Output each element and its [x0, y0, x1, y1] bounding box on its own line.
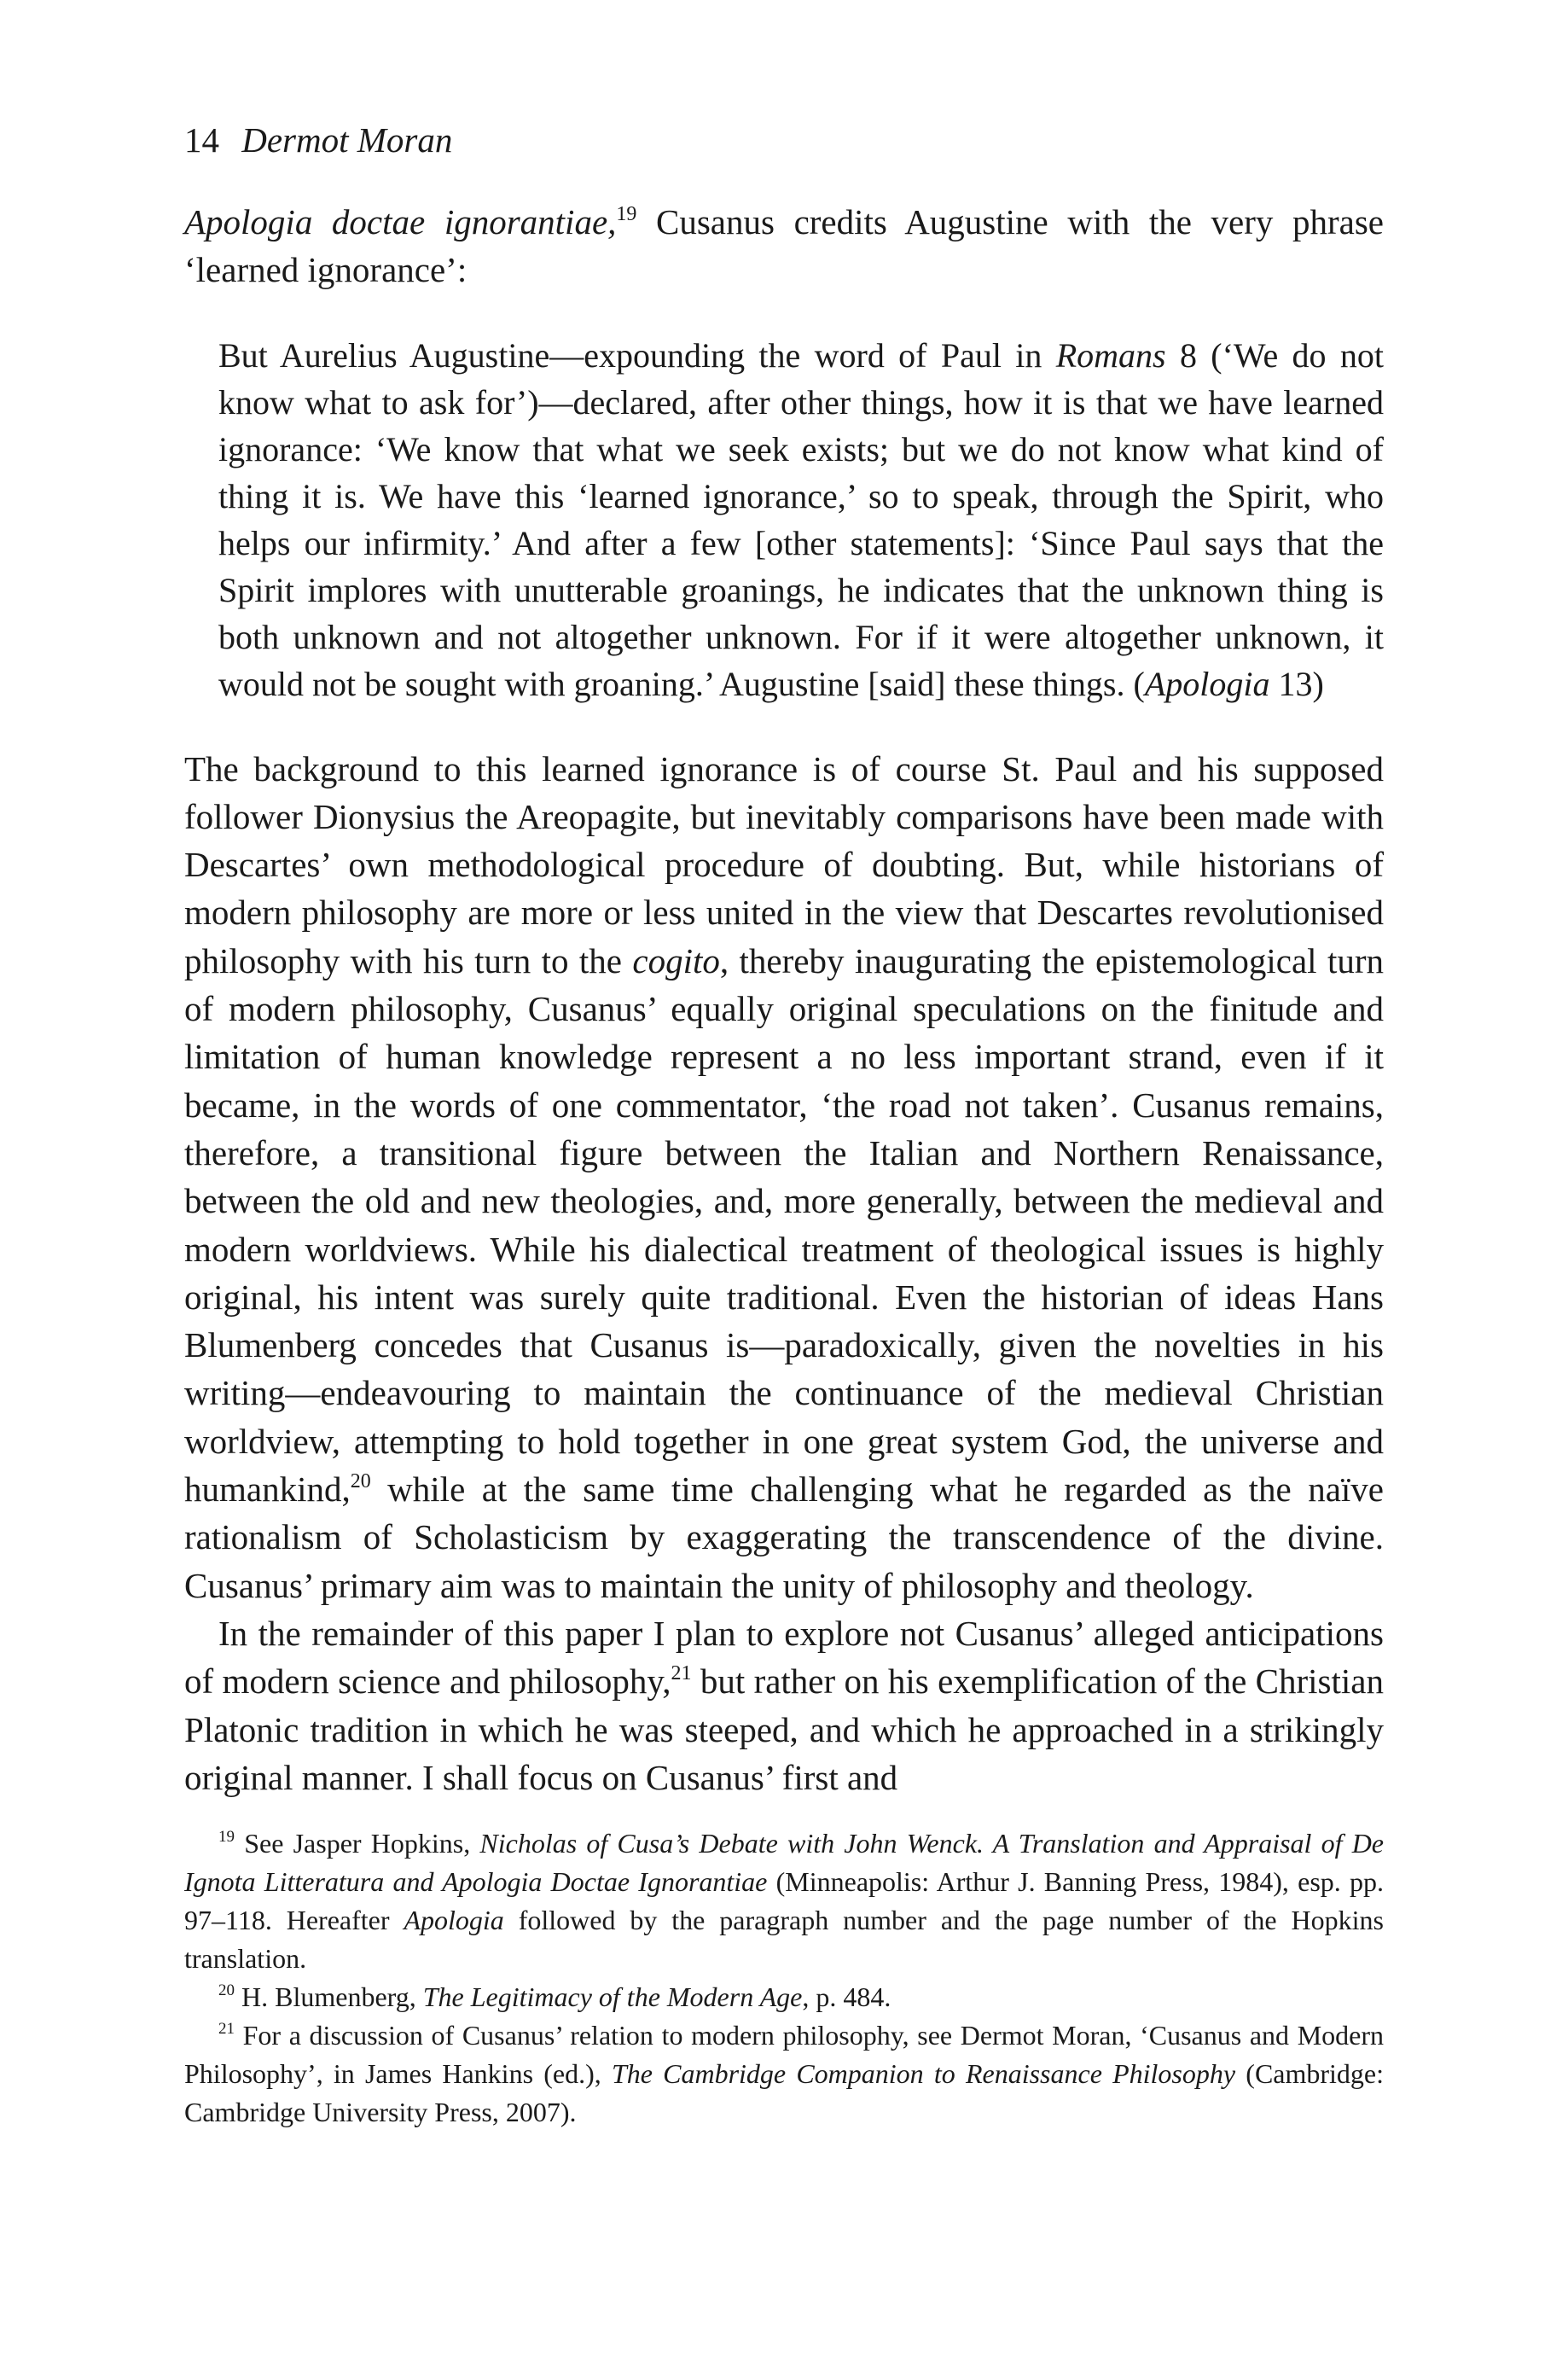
paragraph-3-text-1: In the remainder of this paper I plan to explore not Cusanus’ alleged anticipations of modern science and philosophy,	[184, 1613, 1384, 1702]
footnote-text: For a discussion of Cusanus’ relation to modern philosophy, see Dermot Moran, ‘Cusanus and Modern Philosophy’, in James Hankins (ed.),	[184, 2020, 1384, 2089]
paragraph-1	[184, 198, 1384, 294]
work-title: Apologia doctae ignorantiae,	[184, 202, 617, 241]
footnote-19	[184, 1824, 1384, 1978]
running-head	[184, 116, 452, 164]
footnote-italic-apologia: Apologia	[404, 1905, 504, 1935]
page-number: 14	[184, 120, 219, 160]
footnote-italic-title: Nicholas of Cusa’s Debate with John Wenck. A Translation and Appraisal of De Ignota Litteratura and Apologia Doctae Ignorantiae	[184, 1828, 1384, 1897]
paragraph-2	[184, 745, 1384, 1609]
paragraph-2-text-2: , thereby inaugurating the epistemological turn of modern philosophy, Cusanus’ equally original speculations on the finitude and limitation of human knowledge represent a no less important strand, even if it became, in the words of one commentator, ‘the road not taken’. Cusanus remains, therefore, a transitional figure between the Italian and Northern Renaissance, between the old and new theologies, and, more generally, between the medieval and modern worldviews. While his dialectical treatment of theological issues is highly original, his intent was surely quite traditional. Even the historian of ideas Hans Blumenberg concedes that Cusanus is—paradoxically, given the novelties in his writing—endeavouring to maintain the continuance of the medieval Christian worldview, attempting to hold together in one great system God, the universe and humankind,	[184, 940, 1385, 1510]
footnote-italic-title: The Cambridge Companion to Renaissance Philosophy	[611, 2058, 1236, 2089]
footnote-number: 21	[218, 2020, 235, 2038]
footnote-text: See Jasper Hopkins,	[235, 1828, 480, 1859]
main-text	[184, 198, 1384, 1801]
paragraph-1-text: Cusanus credits Augustine with the very phrase ‘learned ignorance’:	[184, 202, 1384, 290]
footnote-number: 19	[218, 1828, 235, 1846]
footnote-ref-20[interactable]: 20	[350, 1470, 371, 1493]
quote-text-1: But Aurelius Augustine—expounding the word of Paul in	[218, 335, 1056, 375]
footnote-text: followed by the paragraph number and the page number of the Hopkins translation.	[184, 1905, 1384, 1974]
quote-text-3: 13)	[1269, 664, 1324, 703]
footnote-21	[184, 2016, 1384, 2132]
italic-cogito: cogito	[632, 940, 720, 980]
footnote-ref-19[interactable]: 19	[616, 203, 637, 225]
running-head-author: Dermot Moran	[241, 120, 453, 160]
quote-italic-apologia: Apologia	[1144, 664, 1270, 703]
block-quote	[218, 332, 1384, 707]
footnote-ref-21[interactable]: 21	[671, 1662, 692, 1685]
footnotes	[184, 1824, 1384, 2132]
footnote-italic-title: The Legitimacy of the Modern Age	[422, 1981, 803, 2012]
paragraph-2-text-3: while at the same time challenging what he regarded as the naïve rationalism of Scholasticism by exaggerating the transcendence of the divine. Cusanus’ primary aim was to maintain the unity of philosophy and theology.	[184, 1469, 1384, 1605]
paragraph-3-text-2: but rather on his exemplification of the Christian Platonic tradition in which he was steeped, and which he approached in a strikingly original manner. I shall focus on Cusanus’ first and	[184, 1661, 1384, 1797]
quote-text-2: 8 (‘We do not know what to ask for’)—declared, after other things, how it is that we have learned ignorance: ‘We know that what we seek exists; but we do not know what kind of thing it is. We have this ‘learned ignorance,’ so to speak, through the Spirit, who helps our infirmity.’ And after a few [other statements]: ‘Since Paul says that the Spirit implores with unutterable groanings, he indicates that the unknown thing is both unknown and not altogether unknown. For if it were altogether unknown, it would not be sought with groaning.’ Augustine [said] these things. (	[218, 335, 1384, 703]
paragraph-2-text-1: The background to this learned ignorance is of course St. Paul and his supposed follower Dionysius the Areopagite, but inevitably comparisons have been made with Descartes’ own methodological procedure of doubting. But, while historians of modern philosophy are more or less united in the view that Descartes revolutionised philosophy with his turn to the	[184, 748, 1384, 980]
footnote-text: (Minneapolis: Arthur J. Banning Press, 1984), esp. pp. 97–118. Hereafter	[184, 1866, 1385, 1935]
paragraph-3	[184, 1609, 1384, 1801]
footnote-text: , p. 484.	[802, 1981, 891, 2012]
footnote-text: (Cambridge: Cambridge University Press, 2007).	[184, 2058, 1385, 2127]
quote-italic-romans: Romans	[1055, 335, 1166, 375]
footnote-number: 20	[218, 1981, 235, 1999]
footnote-20	[184, 1978, 1384, 2016]
footnote-text: H. Blumenberg,	[235, 1981, 423, 2012]
